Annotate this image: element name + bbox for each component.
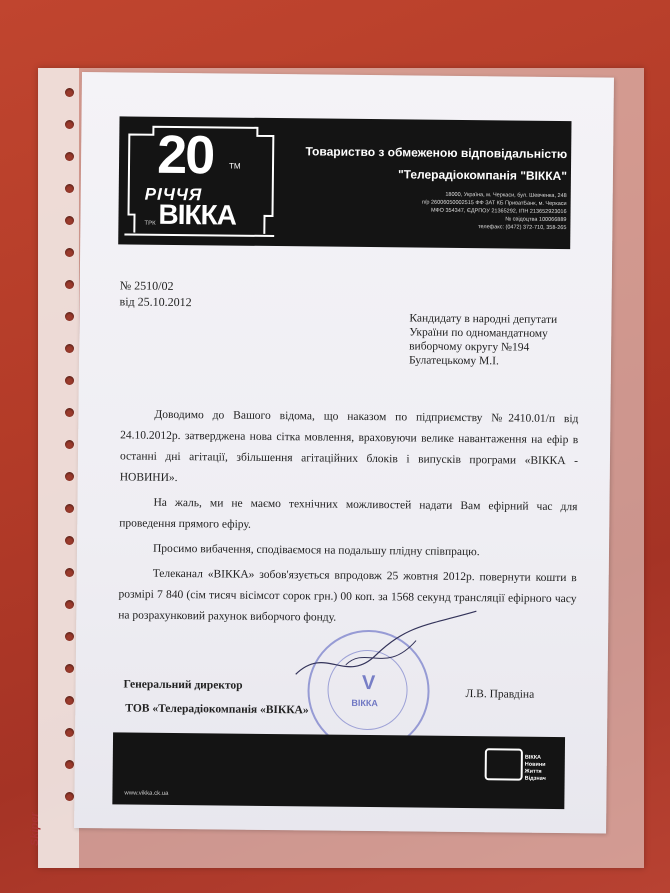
punch-hole bbox=[65, 504, 74, 513]
signer-title: Генеральний директор bbox=[123, 678, 243, 692]
punch-hole bbox=[65, 184, 74, 193]
body-paragraph: Просимо вибачення, сподіваємося на подальшу плідну співпрацю. bbox=[152, 542, 480, 559]
punch-hole bbox=[65, 120, 74, 129]
punch-hole bbox=[65, 568, 74, 577]
punch-hole bbox=[65, 632, 74, 641]
addressee-line: України по одномандатному bbox=[409, 326, 548, 340]
punch-hole bbox=[65, 600, 74, 609]
punch-hole bbox=[65, 472, 74, 481]
slogan-line: ВІККА bbox=[524, 754, 542, 761]
footer-url: www.vikka.ck.ua bbox=[124, 790, 169, 797]
letterhead bbox=[118, 116, 571, 249]
reference-number: № 2510/02 bbox=[119, 278, 174, 293]
punch-hole bbox=[65, 152, 74, 161]
logo-tm: TM bbox=[228, 161, 241, 171]
punch-hole bbox=[65, 696, 74, 705]
seal-word: ВІККА bbox=[351, 697, 378, 709]
logo-brand: ВІККА bbox=[158, 198, 237, 231]
slogan-line: Життя bbox=[524, 768, 542, 775]
signature-icon bbox=[285, 604, 486, 696]
punch-hole bbox=[65, 728, 74, 737]
company-detail: телефакс: (0472) 372-710, 358-265 bbox=[478, 224, 567, 232]
addressee-line: Булатецькому М.І. bbox=[408, 354, 499, 368]
slogan-line: Новини bbox=[524, 761, 546, 768]
punch-hole bbox=[65, 408, 74, 417]
punch-hole bbox=[65, 312, 74, 321]
company-type: Товариство з обмеженою відповідальністю bbox=[305, 144, 568, 162]
punch-hole bbox=[65, 536, 74, 545]
seal-logo-icon: V bbox=[361, 671, 376, 695]
company-detail: 18000, Україна, м. Черкаси, бул. Шевченка, 248 bbox=[445, 191, 567, 200]
letter-footer bbox=[112, 732, 565, 809]
addressee-block bbox=[409, 311, 600, 369]
punch-hole bbox=[65, 344, 74, 353]
punch-hole bbox=[65, 280, 74, 289]
logo-number: 20 bbox=[156, 124, 214, 186]
company-detail: МФО 354347, ЄДРПОУ 21365292, ІПН 213652923016 bbox=[430, 207, 567, 216]
company-detail: п/р 26006050002515 ФФ ЗАТ КБ ПриватБанк, м. Черкаси bbox=[421, 199, 567, 208]
perforated-strip bbox=[39, 68, 79, 868]
company-name: "Телерадіокомпанія "ВІККА" bbox=[397, 167, 568, 184]
letter-body bbox=[118, 404, 578, 635]
slogan-line: Відзнач bbox=[524, 775, 546, 782]
footer-slogan bbox=[525, 755, 565, 783]
punch-hole bbox=[65, 664, 74, 673]
punch-hole bbox=[65, 792, 74, 801]
body-paragraph: Телеканал «ВІККА» зобов'язується впродовж 25 жовтня 2012р. повернути кошти в розмірі 7 840 (сім тисяч вісімсот сорок грн.) 00 коп. за 1568 секунд трансляції ефірного часу на розрахунковий рахунок виборчого фонду. bbox=[118, 567, 577, 624]
logo-word: РІЧЧЯ bbox=[144, 184, 203, 205]
sleeve-brand: Skiper bbox=[29, 812, 41, 846]
punch-hole bbox=[65, 216, 74, 225]
body-paragraph: На жаль, ми не маємо технічних можливостей надати Вам ефірний час для проведення прямого ефіру. bbox=[119, 496, 578, 531]
punch-hole bbox=[65, 760, 74, 769]
signer-name: Л.В. Правдіна bbox=[465, 688, 535, 701]
signer-organization: ТОВ «Телерадіокомпанія «ВІККА» bbox=[125, 702, 309, 717]
addressee-line: Кандидату в народні депутати bbox=[409, 312, 558, 326]
punch-hole bbox=[65, 440, 74, 449]
reference-date: від 25.10.2012 bbox=[119, 294, 192, 310]
addressee-line: виборчому округу №194 bbox=[409, 340, 530, 354]
letter-page bbox=[74, 72, 614, 834]
company-logo bbox=[124, 122, 275, 240]
company-detail: № свідоцтва 100066889 bbox=[505, 216, 567, 224]
punch-hole bbox=[65, 248, 74, 257]
body-paragraph: Доводимо до Вашого відома, що наказом по підприємству №2410.01/п від 24.10.2012р. затверджена нова сітка мовлення, враховуючи велике навантаження на ефір в останні дні агітації, збільшення агітаційних блоків і випусків програми «ВІККА - НОВИНИ». bbox=[119, 408, 579, 485]
tv-icon bbox=[485, 748, 523, 780]
punch-hole bbox=[65, 88, 74, 97]
logo-tv: ТРК bbox=[144, 220, 156, 227]
punch-hole bbox=[65, 376, 74, 385]
